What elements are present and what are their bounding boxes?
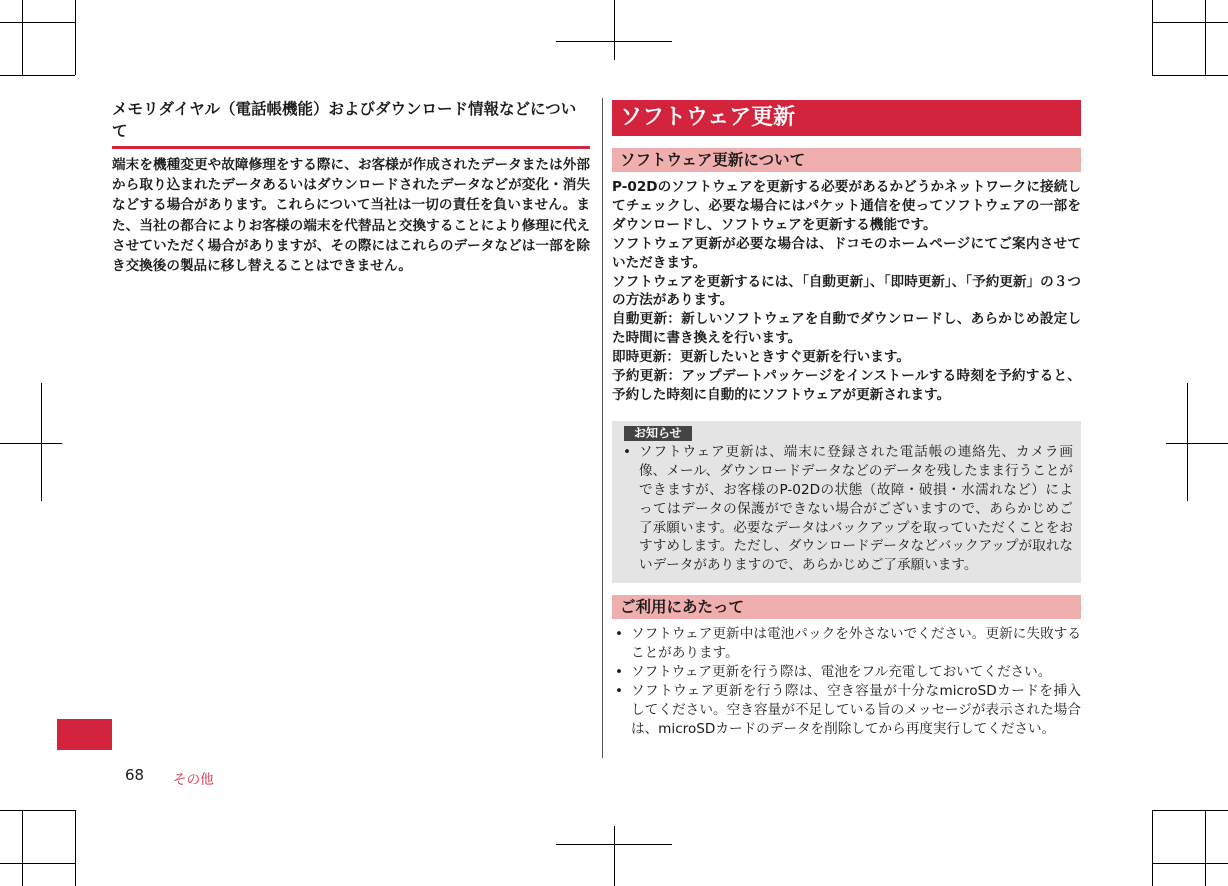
crop-mark bbox=[0, 810, 75, 811]
list-item: • ソフトウェア更新を行う際は、電池をフル充電しておいてください。 bbox=[612, 663, 1081, 682]
memory-dial-body: 端末を機種変更や故障修理をする際に、お客様が作成されたデータまたは外部から取り込まれたデータあるいはダウンロードされたデータなどが変化・消失などする場合があります。これらについて当社は一切の責任を負いません。また、当社の都合によりお客様の端末を代替品と交換することにより修理に代えさせていただく場合がありますが、その際にはこれらのデータなどは一部を除き交換後の製品に移し替えることはできません。 bbox=[112, 157, 590, 275]
crop-mark bbox=[22, 0, 23, 75]
crop-mark bbox=[1187, 383, 1188, 501]
page-number: 68 bbox=[125, 766, 145, 784]
crop-mark bbox=[41, 383, 42, 501]
crop-mark bbox=[614, 826, 615, 886]
crop-mark bbox=[1152, 810, 1228, 811]
paragraph: ソフトウェア更新が必要な場合は、ドコモのホームページにてご案内させていただきます。 bbox=[612, 235, 1081, 271]
usage-notes-title: ご利用にあたって bbox=[612, 595, 1081, 619]
note-label: お知らせ bbox=[624, 426, 692, 441]
crop-mark bbox=[1152, 863, 1228, 864]
usage-list bbox=[612, 625, 1081, 738]
crop-mark bbox=[1152, 0, 1153, 75]
right-column bbox=[612, 100, 1081, 739]
crop-mark bbox=[1166, 443, 1228, 444]
paragraph: 即時更新：更新したいときすぐ更新を行います。 bbox=[612, 349, 910, 366]
crop-mark bbox=[0, 443, 62, 444]
crop-mark bbox=[1152, 810, 1153, 886]
paragraph: 自動更新：新しいソフトウェアを自動でダウンロードし、あらかじめ設定した時間に書き換えを行います。 bbox=[612, 311, 1081, 347]
crop-mark bbox=[22, 810, 23, 886]
section-tab-marker bbox=[57, 719, 112, 750]
section-title: ソフトウェア更新 bbox=[612, 100, 1081, 136]
crop-mark bbox=[614, 0, 615, 60]
list-item: • ソフトウェア更新を行う際は、空き容量が十分なmicroSDカードを挿入してください。空き容量が不足している旨のメッセージが表示された場合は、microSDカードのデータを削除してから再度実行してください。 bbox=[612, 682, 1081, 739]
crop-mark bbox=[75, 0, 76, 75]
note-list bbox=[620, 443, 1073, 575]
paragraph: P-02Dのソフトウェアを更新する必要があるかどうかネットワークに接続してチェックし、必要な場合にはパケット通信を使ってソフトウェアの一部をダウンロードし、ソフトウェアを更新する機能です。 bbox=[612, 179, 1081, 233]
paragraph: 予約更新：アップデートパッケージをインストールする時刻を予約すると、予約した時刻に自動的にソフトウェアが更新されます。 bbox=[612, 368, 1081, 403]
left-column bbox=[112, 98, 590, 276]
crop-mark bbox=[0, 75, 75, 76]
about-software-update-title: ソフトウェア更新について bbox=[612, 148, 1081, 172]
paragraph: ソフトウェアを更新するには、「自動更新」、「即時更新」、「予約更新」の３つの方法があります。 bbox=[612, 273, 1081, 309]
crop-mark bbox=[0, 22, 75, 23]
page-section-label: その他 bbox=[173, 772, 214, 788]
crop-mark bbox=[1152, 22, 1228, 23]
note-box bbox=[612, 421, 1081, 583]
crop-mark bbox=[1205, 0, 1206, 75]
crop-mark bbox=[1205, 810, 1206, 886]
crop-mark bbox=[1152, 75, 1228, 76]
memory-dial-heading: メモリダイヤル（電話帳機能）およびダウンロード情報などについて bbox=[112, 98, 590, 149]
list-item: • ソフトウェア更新は、端末に登録された電話帳の連絡先、カメラ画像、メール、ダウンロードデータなどのデータを残したまま行うことができますが、お客様のP-02Dの状態（故障・破損・水濡れなど）によってはデータの保護ができない場合がございますので、あらかじめご了承願います。必要なデータはバックアップを取っていただくことをおすすめします。ただし、ダウンロードデータなどバックアップが取れないデータがありますので、あらかじめご了承願います。 bbox=[620, 443, 1073, 575]
crop-mark bbox=[75, 810, 76, 886]
crop-mark bbox=[0, 863, 75, 864]
list-item: • ソフトウェア更新中は電池パックを外さないでください。更新に失敗することがあります。 bbox=[612, 625, 1081, 663]
column-divider bbox=[602, 98, 603, 758]
